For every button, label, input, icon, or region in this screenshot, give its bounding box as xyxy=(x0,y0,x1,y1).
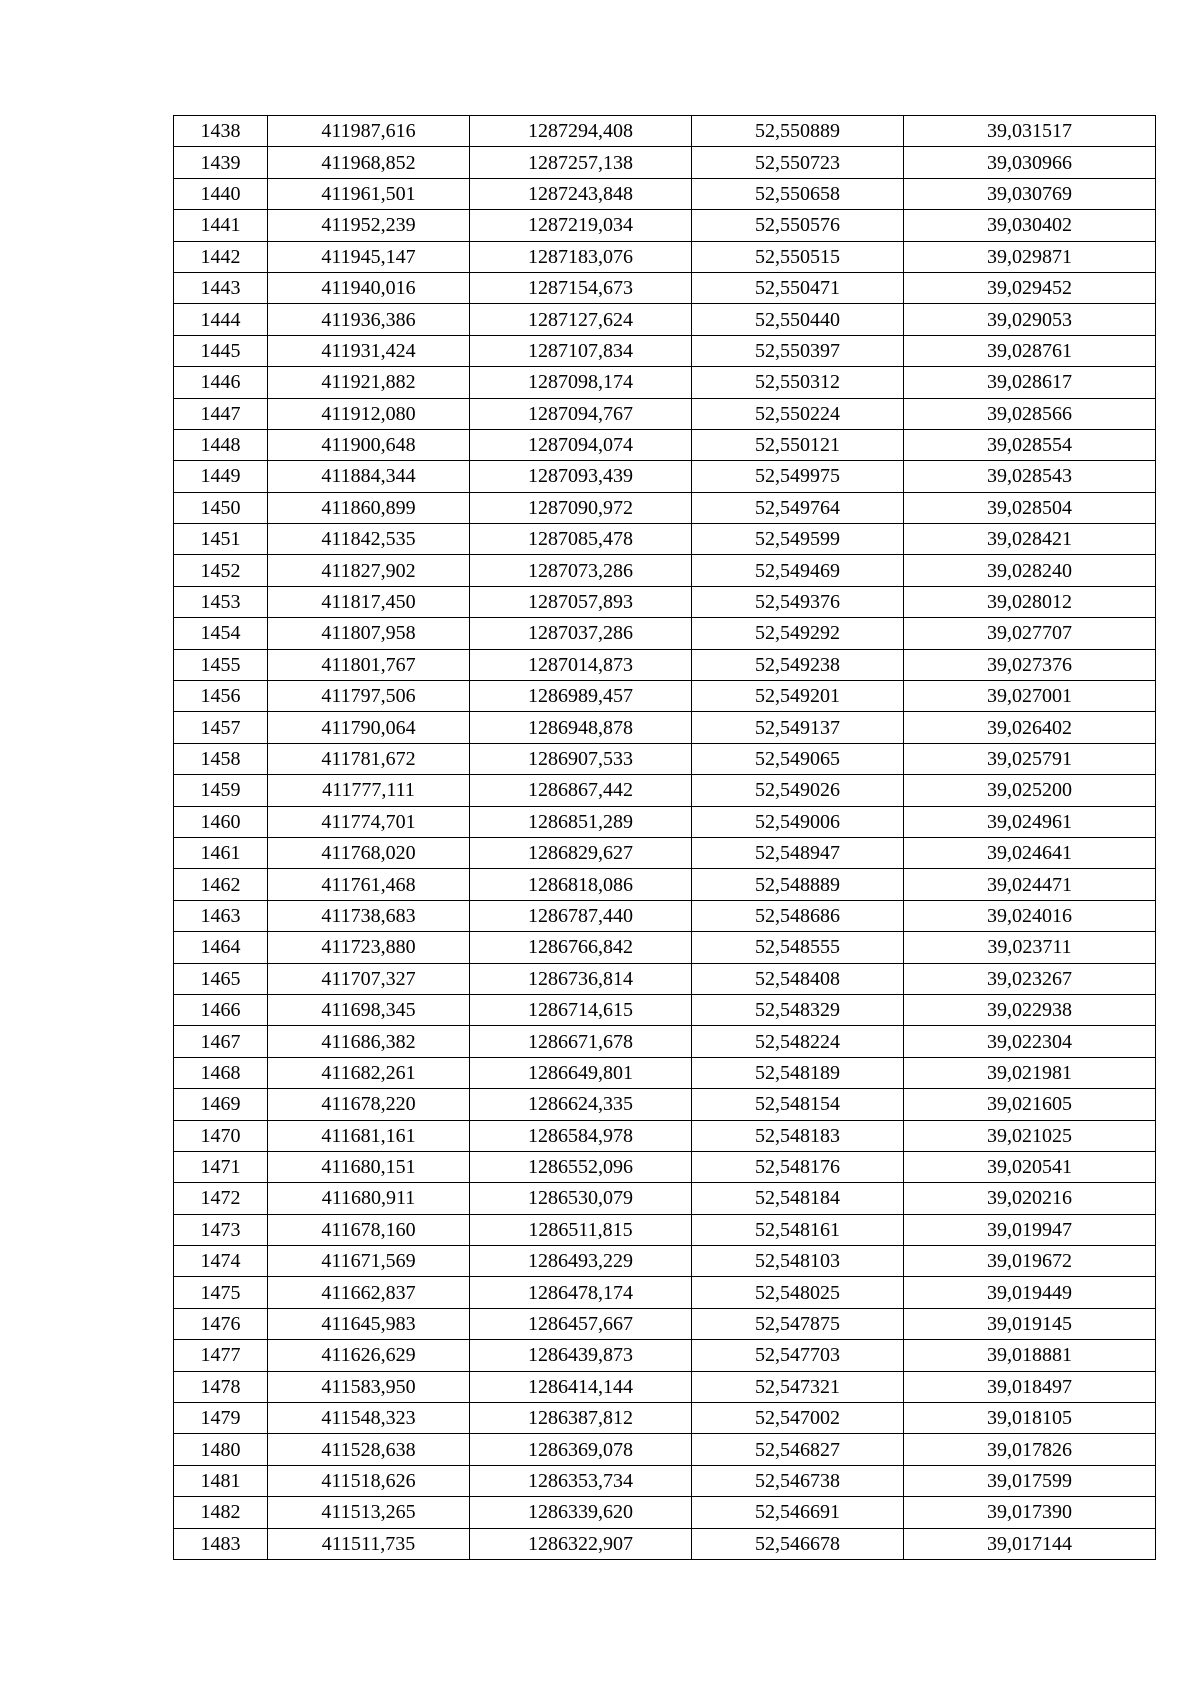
point-number-cell: 1447 xyxy=(174,398,268,429)
y-coordinate-cell: 1287257,138 xyxy=(470,147,692,178)
latitude-cell: 52,550440 xyxy=(692,304,904,335)
y-coordinate-cell: 1286671,678 xyxy=(470,1026,692,1057)
y-coordinate-cell: 1286511,815 xyxy=(470,1214,692,1245)
longitude-cell: 39,017599 xyxy=(904,1465,1156,1496)
point-number-cell: 1478 xyxy=(174,1371,268,1402)
y-coordinate-cell: 1286736,814 xyxy=(470,963,692,994)
table-row xyxy=(174,1120,1156,1151)
y-coordinate-cell: 1287057,893 xyxy=(470,586,692,617)
x-coordinate-cell: 411790,064 xyxy=(268,712,470,743)
latitude-cell: 52,550397 xyxy=(692,335,904,366)
latitude-cell: 52,550121 xyxy=(692,429,904,460)
longitude-cell: 39,028421 xyxy=(904,524,1156,555)
longitude-cell: 39,024961 xyxy=(904,806,1156,837)
y-coordinate-cell: 1287294,408 xyxy=(470,116,692,147)
longitude-cell: 39,028543 xyxy=(904,461,1156,492)
y-coordinate-cell: 1286439,873 xyxy=(470,1340,692,1371)
table-row xyxy=(174,1057,1156,1088)
x-coordinate-cell: 411931,424 xyxy=(268,335,470,366)
point-number-cell: 1445 xyxy=(174,335,268,366)
table-row xyxy=(174,1246,1156,1277)
x-coordinate-cell: 411698,345 xyxy=(268,994,470,1025)
y-coordinate-cell: 1287094,767 xyxy=(470,398,692,429)
point-number-cell: 1439 xyxy=(174,147,268,178)
y-coordinate-cell: 1287093,439 xyxy=(470,461,692,492)
table-row xyxy=(174,963,1156,994)
point-number-cell: 1461 xyxy=(174,837,268,868)
longitude-cell: 39,024016 xyxy=(904,900,1156,931)
longitude-cell: 39,026402 xyxy=(904,712,1156,743)
x-coordinate-cell: 411968,852 xyxy=(268,147,470,178)
x-coordinate-cell: 411548,323 xyxy=(268,1403,470,1434)
longitude-cell: 39,023711 xyxy=(904,932,1156,963)
table-row xyxy=(174,241,1156,272)
point-number-cell: 1477 xyxy=(174,1340,268,1371)
table-row xyxy=(174,1151,1156,1182)
y-coordinate-cell: 1286339,620 xyxy=(470,1497,692,1528)
x-coordinate-cell: 411801,767 xyxy=(268,649,470,680)
point-number-cell: 1455 xyxy=(174,649,268,680)
x-coordinate-cell: 411723,880 xyxy=(268,932,470,963)
latitude-cell: 52,548947 xyxy=(692,837,904,868)
longitude-cell: 39,018881 xyxy=(904,1340,1156,1371)
y-coordinate-cell: 1287154,673 xyxy=(470,272,692,303)
latitude-cell: 52,550515 xyxy=(692,241,904,272)
y-coordinate-cell: 1286387,812 xyxy=(470,1403,692,1434)
x-coordinate-cell: 411626,629 xyxy=(268,1340,470,1371)
y-coordinate-cell: 1287183,076 xyxy=(470,241,692,272)
point-number-cell: 1466 xyxy=(174,994,268,1025)
latitude-cell: 52,549975 xyxy=(692,461,904,492)
latitude-cell: 52,549238 xyxy=(692,649,904,680)
x-coordinate-cell: 411987,616 xyxy=(268,116,470,147)
y-coordinate-cell: 1286714,615 xyxy=(470,994,692,1025)
x-coordinate-cell: 411952,239 xyxy=(268,210,470,241)
latitude-cell: 52,546738 xyxy=(692,1465,904,1496)
x-coordinate-cell: 411681,161 xyxy=(268,1120,470,1151)
latitude-cell: 52,549292 xyxy=(692,618,904,649)
x-coordinate-cell: 411761,468 xyxy=(268,869,470,900)
x-coordinate-cell: 411682,261 xyxy=(268,1057,470,1088)
longitude-cell: 39,030966 xyxy=(904,147,1156,178)
x-coordinate-cell: 411678,160 xyxy=(268,1214,470,1245)
point-number-cell: 1453 xyxy=(174,586,268,617)
table-row xyxy=(174,1026,1156,1057)
y-coordinate-cell: 1286829,627 xyxy=(470,837,692,868)
point-number-cell: 1479 xyxy=(174,1403,268,1434)
point-number-cell: 1446 xyxy=(174,367,268,398)
latitude-cell: 52,548189 xyxy=(692,1057,904,1088)
x-coordinate-cell: 411774,701 xyxy=(268,806,470,837)
y-coordinate-cell: 1286457,667 xyxy=(470,1308,692,1339)
point-number-cell: 1480 xyxy=(174,1434,268,1465)
point-number-cell: 1482 xyxy=(174,1497,268,1528)
longitude-cell: 39,024471 xyxy=(904,869,1156,900)
point-number-cell: 1471 xyxy=(174,1151,268,1182)
table-row xyxy=(174,994,1156,1025)
table-row xyxy=(174,586,1156,617)
y-coordinate-cell: 1287037,286 xyxy=(470,618,692,649)
latitude-cell: 52,548555 xyxy=(692,932,904,963)
table-row xyxy=(174,1308,1156,1339)
table-row xyxy=(174,618,1156,649)
table-row xyxy=(174,461,1156,492)
longitude-cell: 39,028617 xyxy=(904,367,1156,398)
latitude-cell: 52,547703 xyxy=(692,1340,904,1371)
table-row xyxy=(174,147,1156,178)
x-coordinate-cell: 411777,111 xyxy=(268,775,470,806)
latitude-cell: 52,550471 xyxy=(692,272,904,303)
longitude-cell: 39,028566 xyxy=(904,398,1156,429)
x-coordinate-cell: 411827,902 xyxy=(268,555,470,586)
table-row xyxy=(174,900,1156,931)
table-row xyxy=(174,743,1156,774)
longitude-cell: 39,027001 xyxy=(904,681,1156,712)
latitude-cell: 52,550723 xyxy=(692,147,904,178)
point-number-cell: 1448 xyxy=(174,429,268,460)
latitude-cell: 52,549376 xyxy=(692,586,904,617)
point-number-cell: 1473 xyxy=(174,1214,268,1245)
latitude-cell: 52,548184 xyxy=(692,1183,904,1214)
latitude-cell: 52,548025 xyxy=(692,1277,904,1308)
table-row xyxy=(174,1340,1156,1371)
latitude-cell: 52,548176 xyxy=(692,1151,904,1182)
y-coordinate-cell: 1286353,734 xyxy=(470,1465,692,1496)
point-number-cell: 1456 xyxy=(174,681,268,712)
table-row xyxy=(174,1465,1156,1496)
point-number-cell: 1449 xyxy=(174,461,268,492)
y-coordinate-cell: 1286584,978 xyxy=(470,1120,692,1151)
longitude-cell: 39,017826 xyxy=(904,1434,1156,1465)
table-row xyxy=(174,869,1156,900)
x-coordinate-cell: 411884,344 xyxy=(268,461,470,492)
longitude-cell: 39,025791 xyxy=(904,743,1156,774)
x-coordinate-cell: 411680,151 xyxy=(268,1151,470,1182)
x-coordinate-cell: 411936,386 xyxy=(268,304,470,335)
longitude-cell: 39,021605 xyxy=(904,1089,1156,1120)
y-coordinate-cell: 1286322,907 xyxy=(470,1528,692,1559)
latitude-cell: 52,549065 xyxy=(692,743,904,774)
point-number-cell: 1438 xyxy=(174,116,268,147)
table-row xyxy=(174,304,1156,335)
longitude-cell: 39,029452 xyxy=(904,272,1156,303)
longitude-cell: 39,028504 xyxy=(904,492,1156,523)
longitude-cell: 39,022304 xyxy=(904,1026,1156,1057)
x-coordinate-cell: 411518,626 xyxy=(268,1465,470,1496)
coordinates-table-body xyxy=(174,116,1156,1560)
y-coordinate-cell: 1286766,842 xyxy=(470,932,692,963)
latitude-cell: 52,549006 xyxy=(692,806,904,837)
latitude-cell: 52,548103 xyxy=(692,1246,904,1277)
y-coordinate-cell: 1286907,533 xyxy=(470,743,692,774)
table-row xyxy=(174,398,1156,429)
longitude-cell: 39,028240 xyxy=(904,555,1156,586)
table-row xyxy=(174,116,1156,147)
x-coordinate-cell: 411513,265 xyxy=(268,1497,470,1528)
point-number-cell: 1459 xyxy=(174,775,268,806)
x-coordinate-cell: 411797,506 xyxy=(268,681,470,712)
y-coordinate-cell: 1287085,478 xyxy=(470,524,692,555)
x-coordinate-cell: 411583,950 xyxy=(268,1371,470,1402)
latitude-cell: 52,549201 xyxy=(692,681,904,712)
y-coordinate-cell: 1286530,079 xyxy=(470,1183,692,1214)
point-number-cell: 1454 xyxy=(174,618,268,649)
latitude-cell: 52,548408 xyxy=(692,963,904,994)
x-coordinate-cell: 411900,648 xyxy=(268,429,470,460)
table-row xyxy=(174,1528,1156,1559)
longitude-cell: 39,027376 xyxy=(904,649,1156,680)
x-coordinate-cell: 411662,837 xyxy=(268,1277,470,1308)
longitude-cell: 39,019449 xyxy=(904,1277,1156,1308)
point-number-cell: 1457 xyxy=(174,712,268,743)
point-number-cell: 1475 xyxy=(174,1277,268,1308)
latitude-cell: 52,547321 xyxy=(692,1371,904,1402)
longitude-cell: 39,017144 xyxy=(904,1528,1156,1559)
longitude-cell: 39,019145 xyxy=(904,1308,1156,1339)
y-coordinate-cell: 1287098,174 xyxy=(470,367,692,398)
point-number-cell: 1462 xyxy=(174,869,268,900)
table-row xyxy=(174,806,1156,837)
y-coordinate-cell: 1286851,289 xyxy=(470,806,692,837)
point-number-cell: 1441 xyxy=(174,210,268,241)
x-coordinate-cell: 411671,569 xyxy=(268,1246,470,1277)
y-coordinate-cell: 1286369,078 xyxy=(470,1434,692,1465)
longitude-cell: 39,018497 xyxy=(904,1371,1156,1402)
x-coordinate-cell: 411678,220 xyxy=(268,1089,470,1120)
y-coordinate-cell: 1286624,335 xyxy=(470,1089,692,1120)
table-row xyxy=(174,524,1156,555)
y-coordinate-cell: 1287127,624 xyxy=(470,304,692,335)
longitude-cell: 39,024641 xyxy=(904,837,1156,868)
y-coordinate-cell: 1286787,440 xyxy=(470,900,692,931)
y-coordinate-cell: 1286867,442 xyxy=(470,775,692,806)
longitude-cell: 39,031517 xyxy=(904,116,1156,147)
y-coordinate-cell: 1287014,873 xyxy=(470,649,692,680)
table-row xyxy=(174,367,1156,398)
x-coordinate-cell: 411768,020 xyxy=(268,837,470,868)
point-number-cell: 1467 xyxy=(174,1026,268,1057)
table-row xyxy=(174,1214,1156,1245)
point-number-cell: 1481 xyxy=(174,1465,268,1496)
latitude-cell: 52,550224 xyxy=(692,398,904,429)
table-row xyxy=(174,335,1156,366)
y-coordinate-cell: 1286414,144 xyxy=(470,1371,692,1402)
longitude-cell: 39,028554 xyxy=(904,429,1156,460)
x-coordinate-cell: 411511,735 xyxy=(268,1528,470,1559)
x-coordinate-cell: 411940,016 xyxy=(268,272,470,303)
y-coordinate-cell: 1286989,457 xyxy=(470,681,692,712)
table-row xyxy=(174,429,1156,460)
longitude-cell: 39,020216 xyxy=(904,1183,1156,1214)
latitude-cell: 52,548329 xyxy=(692,994,904,1025)
latitude-cell: 52,549137 xyxy=(692,712,904,743)
y-coordinate-cell: 1287090,972 xyxy=(470,492,692,523)
table-row xyxy=(174,492,1156,523)
point-number-cell: 1440 xyxy=(174,178,268,209)
x-coordinate-cell: 411680,911 xyxy=(268,1183,470,1214)
latitude-cell: 52,547002 xyxy=(692,1403,904,1434)
latitude-cell: 52,549764 xyxy=(692,492,904,523)
latitude-cell: 52,546691 xyxy=(692,1497,904,1528)
point-number-cell: 1444 xyxy=(174,304,268,335)
y-coordinate-cell: 1287107,834 xyxy=(470,335,692,366)
table-row xyxy=(174,1371,1156,1402)
table-row xyxy=(174,775,1156,806)
longitude-cell: 39,021025 xyxy=(904,1120,1156,1151)
table-row xyxy=(174,1434,1156,1465)
x-coordinate-cell: 411781,672 xyxy=(268,743,470,774)
longitude-cell: 39,019672 xyxy=(904,1246,1156,1277)
longitude-cell: 39,019947 xyxy=(904,1214,1156,1245)
longitude-cell: 39,027707 xyxy=(904,618,1156,649)
point-number-cell: 1470 xyxy=(174,1120,268,1151)
x-coordinate-cell: 411686,382 xyxy=(268,1026,470,1057)
latitude-cell: 52,548183 xyxy=(692,1120,904,1151)
table-row xyxy=(174,210,1156,241)
table-row xyxy=(174,837,1156,868)
latitude-cell: 52,548889 xyxy=(692,869,904,900)
x-coordinate-cell: 411645,983 xyxy=(268,1308,470,1339)
point-number-cell: 1460 xyxy=(174,806,268,837)
latitude-cell: 52,546678 xyxy=(692,1528,904,1559)
longitude-cell: 39,022938 xyxy=(904,994,1156,1025)
y-coordinate-cell: 1286649,801 xyxy=(470,1057,692,1088)
table-row xyxy=(174,1089,1156,1120)
longitude-cell: 39,029053 xyxy=(904,304,1156,335)
latitude-cell: 52,548686 xyxy=(692,900,904,931)
point-number-cell: 1458 xyxy=(174,743,268,774)
point-number-cell: 1464 xyxy=(174,932,268,963)
table-row xyxy=(174,1403,1156,1434)
point-number-cell: 1476 xyxy=(174,1308,268,1339)
x-coordinate-cell: 411528,638 xyxy=(268,1434,470,1465)
x-coordinate-cell: 411921,882 xyxy=(268,367,470,398)
latitude-cell: 52,548161 xyxy=(692,1214,904,1245)
y-coordinate-cell: 1286478,174 xyxy=(470,1277,692,1308)
table-row xyxy=(174,712,1156,743)
y-coordinate-cell: 1286552,096 xyxy=(470,1151,692,1182)
y-coordinate-cell: 1286948,878 xyxy=(470,712,692,743)
point-number-cell: 1474 xyxy=(174,1246,268,1277)
longitude-cell: 39,029871 xyxy=(904,241,1156,272)
x-coordinate-cell: 411945,147 xyxy=(268,241,470,272)
x-coordinate-cell: 411817,450 xyxy=(268,586,470,617)
point-number-cell: 1469 xyxy=(174,1089,268,1120)
point-number-cell: 1468 xyxy=(174,1057,268,1088)
longitude-cell: 39,030769 xyxy=(904,178,1156,209)
longitude-cell: 39,025200 xyxy=(904,775,1156,806)
y-coordinate-cell: 1287219,034 xyxy=(470,210,692,241)
latitude-cell: 52,548154 xyxy=(692,1089,904,1120)
latitude-cell: 52,550576 xyxy=(692,210,904,241)
point-number-cell: 1452 xyxy=(174,555,268,586)
point-number-cell: 1472 xyxy=(174,1183,268,1214)
latitude-cell: 52,550312 xyxy=(692,367,904,398)
table-row xyxy=(174,1183,1156,1214)
point-number-cell: 1465 xyxy=(174,963,268,994)
latitude-cell: 52,548224 xyxy=(692,1026,904,1057)
x-coordinate-cell: 411707,327 xyxy=(268,963,470,994)
longitude-cell: 39,020541 xyxy=(904,1151,1156,1182)
longitude-cell: 39,030402 xyxy=(904,210,1156,241)
point-number-cell: 1442 xyxy=(174,241,268,272)
table-row xyxy=(174,649,1156,680)
y-coordinate-cell: 1287094,074 xyxy=(470,429,692,460)
y-coordinate-cell: 1287243,848 xyxy=(470,178,692,209)
table-row xyxy=(174,681,1156,712)
point-number-cell: 1451 xyxy=(174,524,268,555)
table-row xyxy=(174,1277,1156,1308)
x-coordinate-cell: 411738,683 xyxy=(268,900,470,931)
coordinates-table xyxy=(173,115,1156,1560)
x-coordinate-cell: 411842,535 xyxy=(268,524,470,555)
point-number-cell: 1483 xyxy=(174,1528,268,1559)
x-coordinate-cell: 411961,501 xyxy=(268,178,470,209)
y-coordinate-cell: 1286493,229 xyxy=(470,1246,692,1277)
longitude-cell: 39,021981 xyxy=(904,1057,1156,1088)
latitude-cell: 52,550658 xyxy=(692,178,904,209)
table-row xyxy=(174,932,1156,963)
point-number-cell: 1443 xyxy=(174,272,268,303)
longitude-cell: 39,017390 xyxy=(904,1497,1156,1528)
point-number-cell: 1450 xyxy=(174,492,268,523)
point-number-cell: 1463 xyxy=(174,900,268,931)
table-row xyxy=(174,272,1156,303)
latitude-cell: 52,546827 xyxy=(692,1434,904,1465)
latitude-cell: 52,547875 xyxy=(692,1308,904,1339)
x-coordinate-cell: 411912,080 xyxy=(268,398,470,429)
latitude-cell: 52,549469 xyxy=(692,555,904,586)
table-row xyxy=(174,1497,1156,1528)
y-coordinate-cell: 1287073,286 xyxy=(470,555,692,586)
latitude-cell: 52,550889 xyxy=(692,116,904,147)
table-row xyxy=(174,555,1156,586)
table-row xyxy=(174,178,1156,209)
longitude-cell: 39,028012 xyxy=(904,586,1156,617)
longitude-cell: 39,018105 xyxy=(904,1403,1156,1434)
longitude-cell: 39,028761 xyxy=(904,335,1156,366)
latitude-cell: 52,549026 xyxy=(692,775,904,806)
y-coordinate-cell: 1286818,086 xyxy=(470,869,692,900)
x-coordinate-cell: 411860,899 xyxy=(268,492,470,523)
latitude-cell: 52,549599 xyxy=(692,524,904,555)
x-coordinate-cell: 411807,958 xyxy=(268,618,470,649)
longitude-cell: 39,023267 xyxy=(904,963,1156,994)
